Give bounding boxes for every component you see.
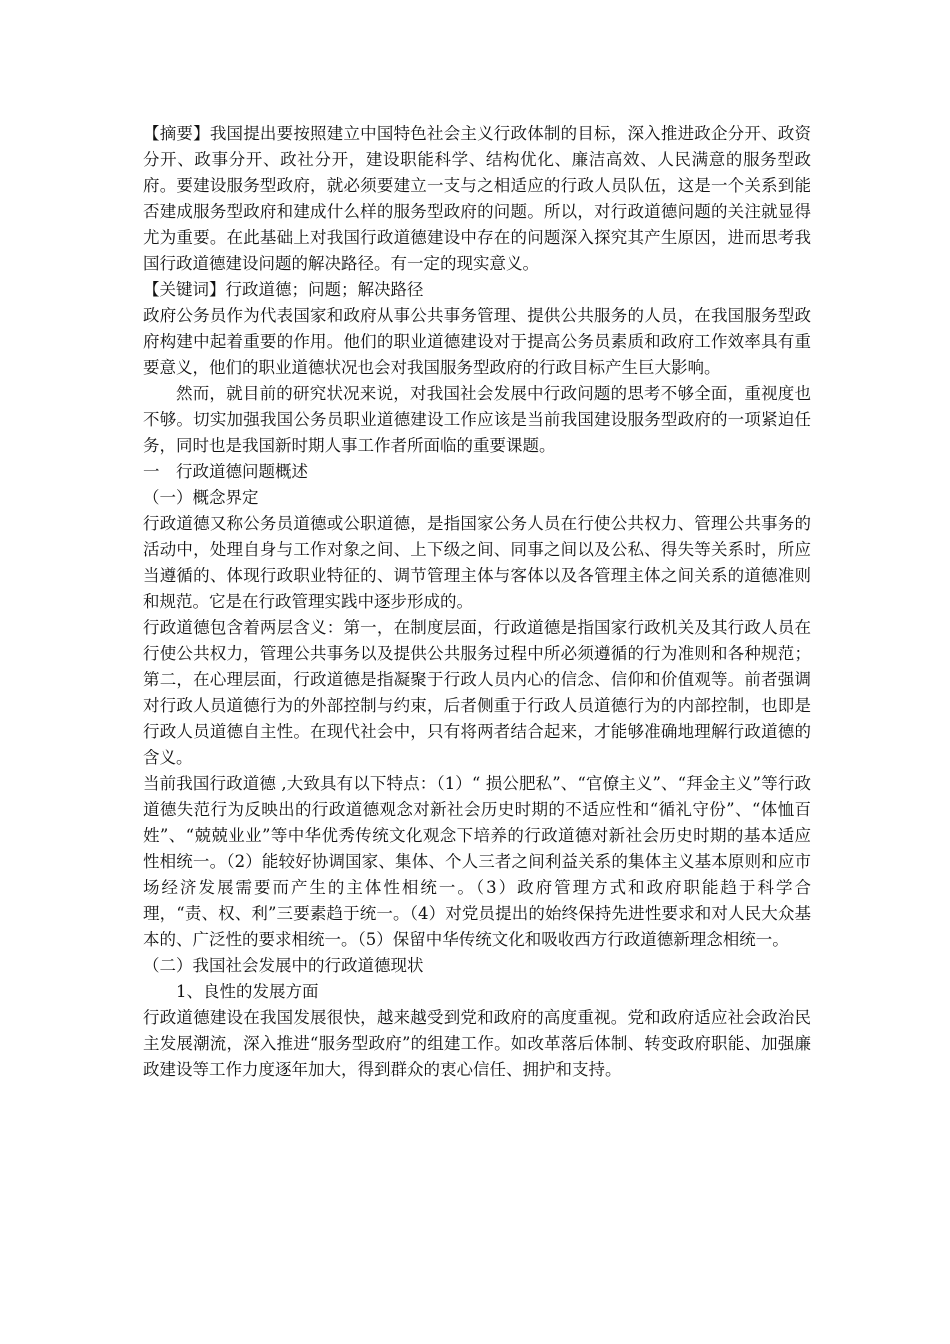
sub-item-1-heading: 1、良性的发展方面 [176,982,319,1001]
status-paragraph-1: 行政道德建设在我国发展很快，越来越受到党和政府的高度重视。党和政府适应社会政治民主发展潮流，深入推进“服务型政府”的组建工作。如改革落后体制、转变政府职能、加强廉政建设等工作力度逐年加大，得到群众的衷心信任、拥护和支持。 [143,1008,811,1079]
subsection-2-heading: （二）我国社会发展中的行政道德现状 [143,956,424,975]
intro-paragraph-2: 然而，就目前的研究状况来说，对我国社会发展中行政问题的思考不够全面，重视度也不够。切实加强我国公务员职业道德建设工作应该是当前我国建设服务型政府的一项紧迫任务，同时也是我国新时期人事工作者所面临的重要课题。 [143,384,811,455]
abstract-paragraph: 【摘要】我国提出要按照建立中国特色社会主义行政体制的目标，深入推进政企分开、政资分开、政事分开、政社分开，建设职能科学、结构优化、廉洁高效、人民满意的服务型政府。要建设服务型政府，就必须要建立一支与之相适应的行政人员队伍，这是一个关系到能否建成服务型政府和建成什么样的服务型政府的问题。所以，对行政道德问题的关注就显得尤为重要。在此基础上对我国行政道德建设中存在的问题深入探究其产生原因，进而思考我国行政道德建设问题的解决路径。有一定的现实意义。 [143,124,811,273]
definition-paragraph-3: 当前我国行政道德 ,大致具有以下特点：（1）“ 损公肥私”、“官僚主义”、“拜金主义”等行政道德失范行为反映出的行政道德观念对新社会历史时期的不适应性和“循礼守份”、“体恤百姓”、“兢兢业业”等中华优秀传统文化观念下培养的行政道德对新社会历史时期的基本适应性相统一。（2）能较好协调国家、集体、个人三者之间利益关系的集体主义基本原则和应市场经济发展需要而产生的主体性相统一。（3）政府管理方式和政府职能趋于科学合理，“责、权、利”三要素趋于统一。（4）对党员提出的始终保持先进性要求和对人民大众基本的、广泛性的要求相统一。（5）保留中华传统文化和吸收西方行政道德新理念相统一。 [143,774,811,949]
definition-paragraph-1: 行政道德又称公务员道德或公职道德，是指国家公务人员在行使公共权力、管理公共事务的活动中，处理自身与工作对象之间、上下级之间、同事之间以及公私、得失等关系时，所应当遵循的、体现行政职业特征的、调节管理主体与客体以及各管理主体之间关系的道德准则和规范。它是在行政管理实践中逐步形成的。 [143,514,811,611]
section-1-heading: 一 行政道德问题概述 [143,462,308,481]
keywords-paragraph: 【关键词】行政道德；问题；解决路径 [143,280,424,299]
document-page [143,121,811,1083]
definition-paragraph-2: 行政道德包含着两层含义：第一，在制度层面，行政道德是指国家行政机关及其行政人员在行使公共权力，管理公共事务以及提供公共服务过程中所必须遵循的行为准则和各种规范；第二，在心理层面，行政道德是指凝聚于行政人员内心的信念、信仰和价值观等。前者强调对行政人员道德行为的外部控制与约束，后者侧重于行政人员道德行为的内部控制，也即是行政人员道德自主性。在现代社会中，只有将两者结合起来，才能够准确地理解行政道德的含义。 [143,618,811,767]
subsection-1-heading: （一）概念界定 [143,488,259,507]
intro-paragraph-1: 政府公务员作为代表国家和政府从事公共事务管理、提供公共服务的人员，在我国服务型政府构建中起着重要的作用。他们的职业道德建设对于提高公务员素质和政府工作效率具有重要意义，他们的职业道德状况也会对我国服务型政府的行政目标产生巨大影响。 [143,306,811,377]
